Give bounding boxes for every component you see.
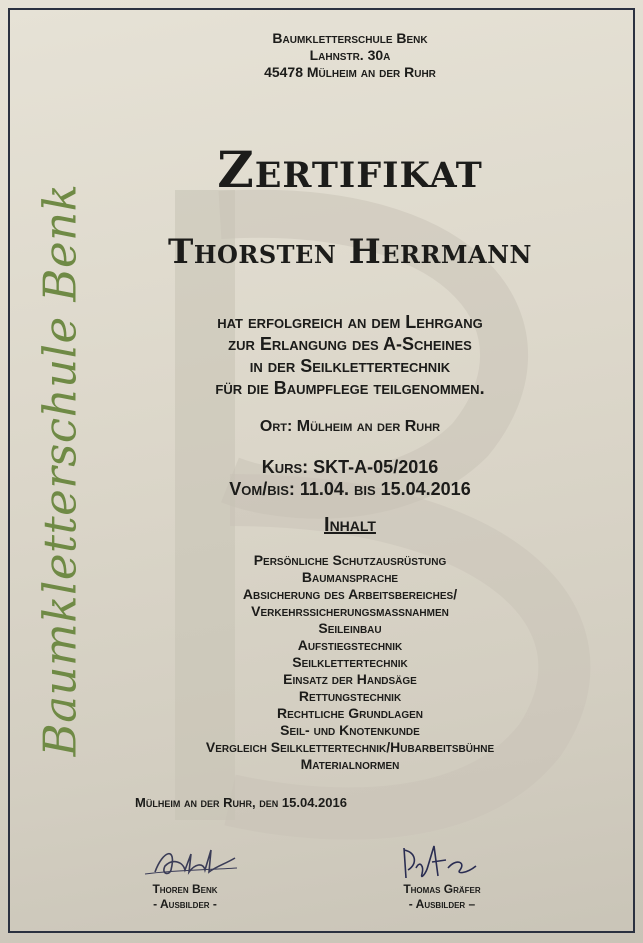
list-item: Rechtliche Grundlagen xyxy=(277,705,423,721)
list-item: Seileinbau xyxy=(318,620,382,636)
school-street: Lahnstr. 30a xyxy=(309,47,391,63)
signer-role: - Ausbilder – xyxy=(408,897,476,911)
signer-name: Thomas Gräfer xyxy=(403,882,481,896)
statement-line: hat erfolgreich an dem Lehrgang xyxy=(217,312,483,332)
course-info xyxy=(120,456,580,500)
list-item: Baumansprache xyxy=(301,569,399,585)
signature-block-left xyxy=(105,840,265,912)
list-item: Einsatz der Handsäge xyxy=(283,671,417,687)
statement-line: für die Baumpflege teilgenommen. xyxy=(215,378,485,398)
course-location: Ort: Mülheim an der Ruhr xyxy=(259,418,441,435)
course-period: Vom/bis: 11.04. bis 15.04.2016 xyxy=(229,479,471,499)
list-item: Rettungstechnik xyxy=(298,688,402,704)
signer-role: - Ausbilder - xyxy=(153,897,217,911)
school-address xyxy=(120,30,580,81)
list-item: Absicherung des Arbeitsbereiches/ xyxy=(242,586,458,602)
list-item: Seilklettertechnik xyxy=(292,654,408,670)
statement-line: in der Seilklettertechnik xyxy=(249,356,451,376)
contents-heading: Inhalt xyxy=(324,514,376,536)
list-item: Seil- und Knotenkunde xyxy=(280,722,420,738)
school-name: Baumkletterschule Benk xyxy=(272,30,428,46)
list-item: Persönliche Schutzausrüstung xyxy=(253,552,447,568)
school-city: 45478 Mülheim an der Ruhr xyxy=(264,64,436,80)
list-item: Aufstiegstechnik xyxy=(297,637,403,653)
certificate-title: Zertifikat xyxy=(217,140,483,199)
signature-right xyxy=(382,840,502,882)
statement xyxy=(120,311,580,399)
signer-name: Thoren Benk xyxy=(152,882,218,896)
side-school-name: Baumkletterschule Benk xyxy=(33,183,87,757)
issue-date: Mülheim an der Ruhr, den 15.04.2016 xyxy=(135,795,347,810)
recipient-name: Thorsten Herrmann xyxy=(168,232,532,272)
list-item: Vergleich Seilklettertechnik/Hubarbeitsbühne xyxy=(205,739,495,755)
contents-list xyxy=(120,552,580,773)
list-item: Materialnormen xyxy=(300,756,400,772)
statement-line: zur Erlangung des A-Scheines xyxy=(228,334,472,354)
signature-block-right xyxy=(362,840,522,912)
signature-left xyxy=(125,840,245,882)
course-code: Kurs: SKT-A-05/2016 xyxy=(261,457,439,477)
list-item: Verkehrssicherungsmassnahmen xyxy=(251,603,449,619)
